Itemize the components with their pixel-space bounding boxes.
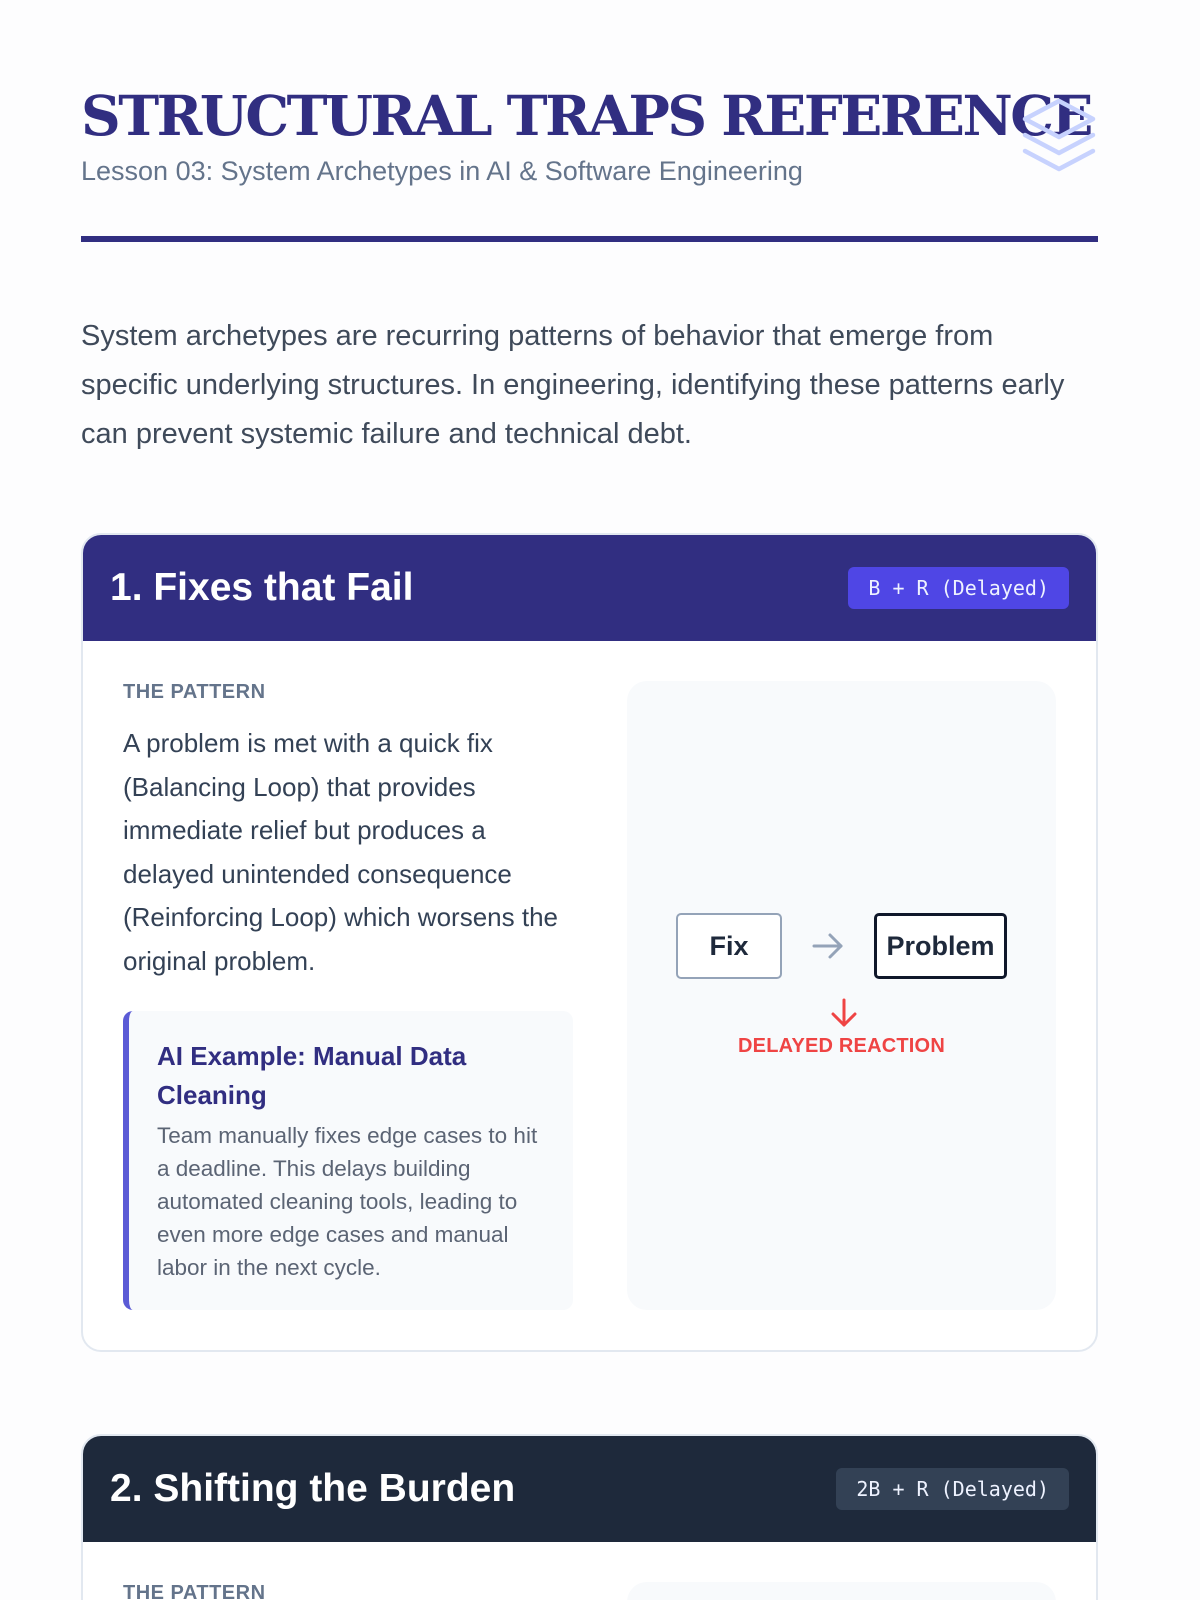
arrow-right-icon <box>810 928 846 964</box>
pattern-column <box>123 681 573 1310</box>
pattern-text: A problem is met with a quick fix (Balancing Loop) that provides immediate relief but produces a delayed unintended consequence (Reinforcing Loop) which worsens the original problem. <box>123 728 558 976</box>
pattern-column <box>123 1582 573 1600</box>
card-body <box>83 641 1096 1350</box>
delay-label: DELAYED REACTION <box>738 1035 945 1057</box>
card-title: 2. Shifting the Burden <box>110 1467 516 1510</box>
diagram-node-problem: Problem <box>874 913 1007 979</box>
layers-icon <box>1020 96 1098 178</box>
example-text: Team manually fixes edge cases to hit a deadline. This delays building automated cleaning tools, leading to even more edge cases and manual labor in the next cycle. <box>157 1123 538 1280</box>
pattern-label: THE PATTERN <box>123 1582 266 1600</box>
loop-badge: B + R (Delayed) <box>848 567 1069 609</box>
card-header <box>83 535 1096 641</box>
loop-diagram <box>627 1582 1056 1600</box>
page-header <box>81 0 1098 242</box>
example-callout <box>123 1011 573 1310</box>
pattern-label: THE PATTERN <box>123 681 266 703</box>
page-title: STRUCTURAL TRAPS REFERENCE <box>81 83 1091 148</box>
card-title: 1. Fixes that Fail <box>110 566 414 609</box>
diagram-node-fix: Fix <box>676 913 782 979</box>
card-body <box>83 1542 1096 1600</box>
archetype-card-fixes-that-fail <box>81 533 1098 1352</box>
card-header <box>83 1436 1096 1542</box>
intro-paragraph: System archetypes are recurring patterns of behavior that emerge from specific underlying structures. In engineering, identifying these patterns early can prevent systemic failure and technical debt. <box>81 320 1065 450</box>
loop-badge: 2B + R (Delayed) <box>836 1468 1069 1510</box>
loop-diagram <box>627 681 1056 1310</box>
arrow-down-icon <box>828 997 860 1029</box>
archetype-card-shifting-the-burden <box>81 1434 1098 1600</box>
example-title: AI Example: Manual Data Cleaning <box>157 1041 467 1110</box>
page-subtitle: Lesson 03: System Archetypes in AI & Software Engineering <box>81 156 803 186</box>
